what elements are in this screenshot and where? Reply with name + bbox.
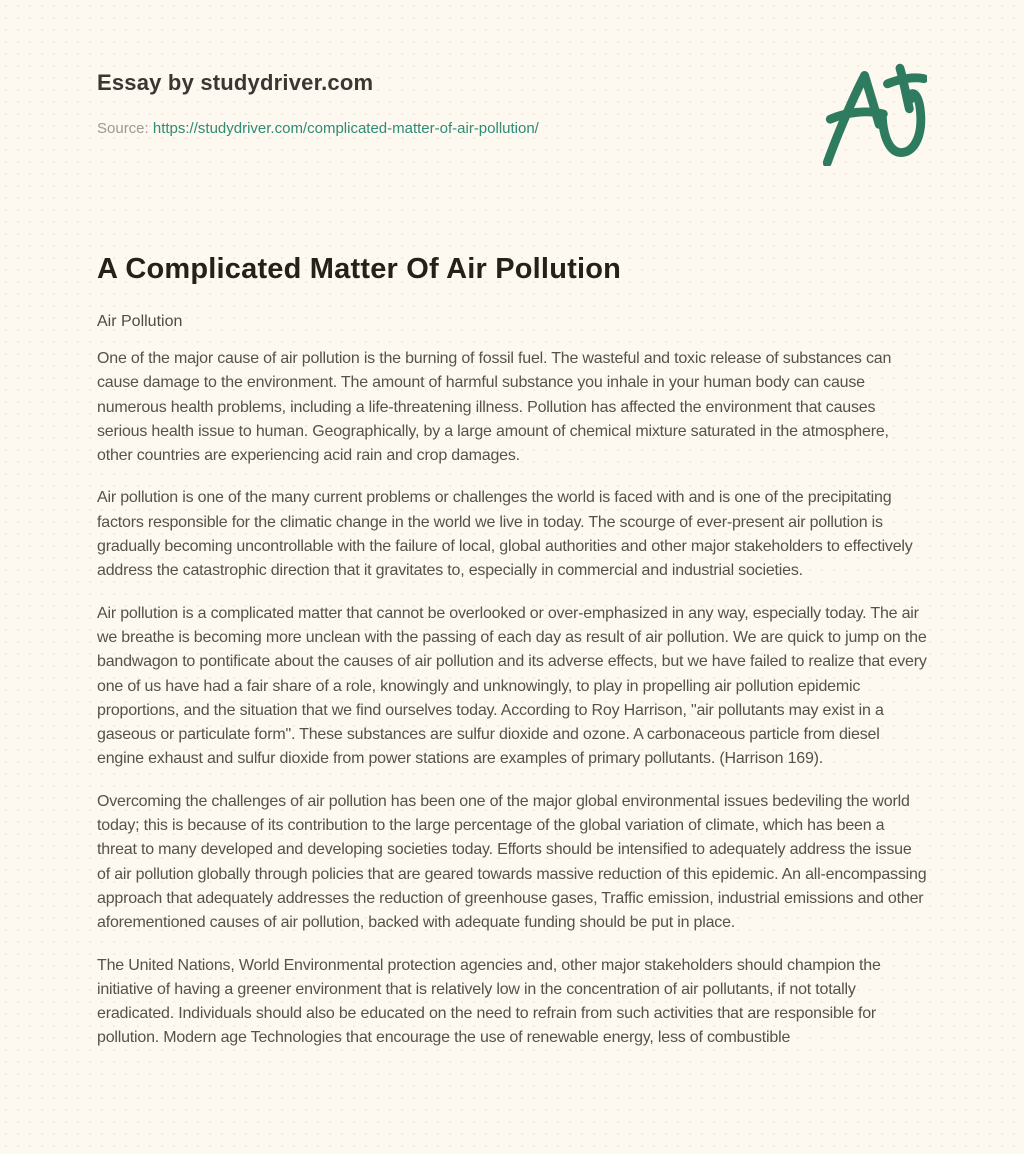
essay-paragraph: One of the major cause of air pollution is the burning of fossil fuel. The wasteful and toxic release of substances can cause damage to the environment. The amount of harmful substance you inhale in your human body can cause numerous health problems, including a life-threatening illness. Pollution has affected the environment that causes serious health issue to human. Geographically, by a large amount of chemical mixture saturated in the atmosphere, other countries are experiencing acid rain and crop damages. — [97, 350, 892, 465]
studydriver-logo — [823, 62, 927, 166]
source-label: Source: — [97, 120, 149, 137]
essay-body — [97, 347, 927, 1051]
essay-paragraph: Overcoming the challenges of air pollution has been one of the major global environmental issues bedeviling the world today; this is because of its contribution to the large percentage of the global variation of climate, which has been a threat to many developed and developing societies today. Efforts should be intensified to adequately address the issue of air pollution globally through policies that are geared towards massive reduction of this epidemic. An all-encompassing approach that adequately addresses the reduction of greenhouse gases, Traffic emission, industrial emissions and other aforementioned causes of air pollution, backed with adequate funding should be put in place. — [97, 792, 927, 932]
header — [97, 70, 927, 137]
essay-topic: Air Pollution — [97, 313, 183, 330]
essay-title: A Complicated Matter Of Air Pollution — [97, 253, 622, 285]
source-line — [97, 120, 927, 137]
essay-document — [97, 253, 927, 1051]
essay-by-title: Essay by studydriver.com — [97, 70, 374, 95]
essay-paragraph: The United Nations, World Environmental protection agencies and, other major stakeholders should champion the initiative of having a greener environment that is relatively low in the concentration of air pollutants, if not totally eradicated. Individuals should also be educated on the need to refrain from such activities that are responsible for pollution. Modern age Technologies that encourage the use of renewable energy, less of combustible — [97, 956, 881, 1047]
essay-paragraph: Air pollution is a complicated matter that cannot be overlooked or over-emphasized in any way, especially today. The air we breathe is becoming more unclean with the passing of each day as result of air pollution. We are quick to jump on the bandwagon to pontificate about the causes of air pollution and its adverse effects, but we have failed to realize that every one of us have had a fair share of a role, knowingly and unknowingly, to play in propelling air pollution epidemic proportions, and the situation that we find ourselves today. According to Roy Harrison, "air pollutants may exist in a gaseous or particulate form". These substances are sulfur dioxide and ozone. A carbonaceous particle from diesel engine exhaust and sulfur dioxide from power stations are examples of primary pollutants. (Harrison 169). — [97, 604, 927, 768]
source-link[interactable]: https://studydriver.com/complicated-matter-of-air-pollution/ — [152, 120, 539, 137]
a-plus-icon — [823, 62, 927, 166]
essay-paragraph: Air pollution is one of the many current problems or challenges the world is faced with and is one of the precipitating factors responsible for the climatic change in the world we live in today. The scourge of ever-present air pollution is gradually becoming uncontrollable with the failure of local, global authorities and other major stakeholders to effectively address the catastrophic direction that it gravitates to, especially in commercial and industrial societies. — [97, 489, 913, 580]
